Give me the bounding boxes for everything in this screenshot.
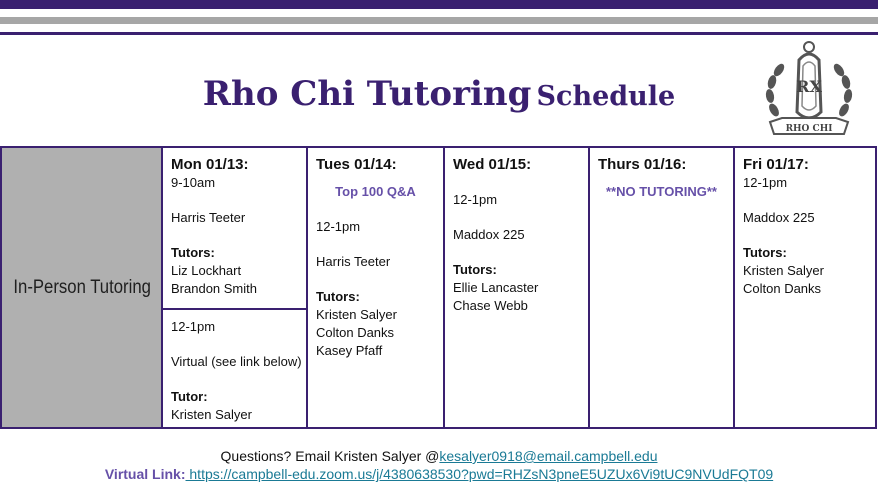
- title-main: Rho Chi Tutoring: [202, 74, 532, 114]
- location-text: Harris Teeter: [316, 254, 391, 269]
- time-text: 9-10am: [171, 175, 216, 190]
- location-text: Maddox 225: [453, 227, 525, 242]
- cell-mon-slot1: [163, 148, 306, 308]
- title-sub: Schedule: [536, 81, 676, 112]
- day-heading: Thurs 01/16:: [598, 156, 687, 173]
- no-tutoring-note: **NO TUTORING**: [606, 184, 717, 199]
- page-title: [0, 74, 878, 114]
- location-text: Harris Teeter: [171, 210, 246, 225]
- email-link[interactable]: kesalyer0918@email.campbell.edu: [439, 448, 658, 464]
- time-text: 12-1pm: [453, 192, 498, 207]
- tutors-label: Tutors:: [453, 262, 497, 277]
- tutor-name: Colton Danks: [743, 281, 822, 296]
- logo-monogram: RX: [796, 77, 822, 96]
- virtual-link-line: [0, 466, 878, 482]
- top-stripe-purple: [0, 0, 878, 9]
- cell-fri: [735, 148, 875, 427]
- time-text: 12-1pm: [316, 219, 361, 234]
- tutor-name: Kristen Salyer: [316, 307, 397, 322]
- virtual-link-label: Virtual Link:: [104, 466, 186, 482]
- top-stripe-thin: [0, 32, 878, 35]
- time-text: 12-1pm: [171, 319, 216, 334]
- tutor-name: Kristen Salyer: [171, 407, 252, 422]
- special-note: Top 100 Q&A: [335, 184, 416, 199]
- cell-thu: [590, 148, 733, 427]
- tutor-name: Liz Lockhart: [171, 263, 242, 278]
- schedule-table: [0, 146, 877, 429]
- tutors-label: Tutors:: [743, 245, 787, 260]
- row-header: [2, 148, 162, 427]
- cell-tue: [308, 148, 443, 427]
- day-heading: Wed 01/15:: [453, 156, 532, 173]
- row-header-label: In-Person Tutoring: [13, 276, 151, 298]
- tutor-name: Kasey Pfaff: [316, 343, 383, 358]
- questions-text: Questions? Email Kristen Salyer @: [220, 448, 440, 464]
- tutor-name: Ellie Lancaster: [453, 280, 539, 295]
- tutor-name: Chase Webb: [453, 298, 528, 313]
- tutor-name: Kristen Salyer: [743, 263, 824, 278]
- day-heading: Fri 01/17:: [743, 156, 809, 173]
- tutors-label: Tutors:: [316, 289, 360, 304]
- tutors-label: Tutor:: [171, 389, 208, 404]
- day-heading: Tues 01/14:: [316, 156, 397, 173]
- tutors-label: Tutors:: [171, 245, 215, 260]
- tutor-name: Colton Danks: [316, 325, 395, 340]
- top-stripe-gray: [0, 17, 878, 24]
- cell-mon-slot2: [163, 310, 306, 427]
- questions-line: [0, 448, 878, 464]
- virtual-link-url[interactable]: https://campbell-edu.zoom.us/j/4380638530?pwd=RHZsN3pneE5UZUx6Vi9tUC9NVUdFQT09: [185, 466, 774, 482]
- logo-banner-text: RHO CHI: [785, 124, 833, 134]
- location-text: Virtual (see link below): [171, 354, 302, 369]
- day-heading: Mon 01/13:: [171, 156, 249, 173]
- location-text: Maddox 225: [743, 210, 815, 225]
- tutor-name: Brandon Smith: [171, 281, 257, 296]
- cell-wed: [445, 148, 588, 427]
- time-text: 12-1pm: [743, 175, 788, 190]
- rho-chi-logo: [760, 40, 858, 144]
